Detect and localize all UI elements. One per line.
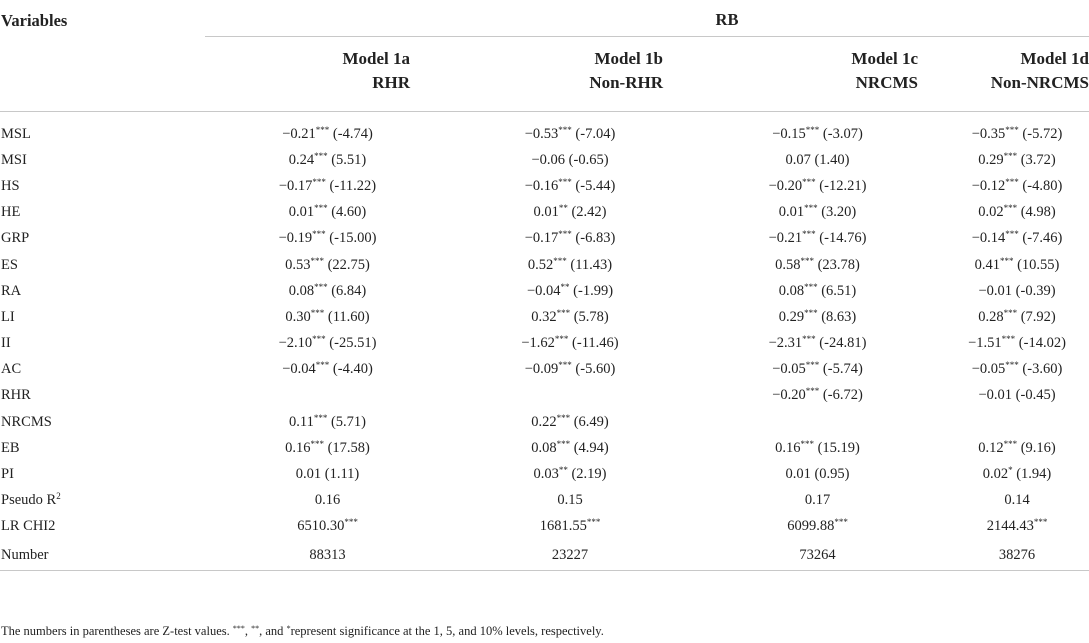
cell-msl-model-4: −0.35*** (-5.72) (971, 124, 1063, 142)
row-label-rhr: RHR (1, 387, 31, 404)
cell-ii-model-2: −1.62*** (-11.46) (521, 334, 619, 352)
cell-grp-model-1: −0.19*** (-15.00) (278, 229, 377, 247)
row-label-ii: II (1, 335, 11, 352)
table-row (0, 357, 1089, 383)
table-row (0, 252, 1089, 278)
cell-eb-model-4: 0.12*** (9.16) (978, 438, 1056, 456)
cell-li-model-1: 0.30*** (11.60) (285, 307, 370, 325)
row-label-pi: PI (1, 466, 14, 483)
cell-ra-model-2: −0.04** (-1.99) (526, 281, 614, 299)
cell-es-model-1: 0.53*** (22.75) (285, 255, 370, 273)
cell-ii-model-3: −2.31*** (-24.81) (768, 334, 867, 352)
table-row (0, 540, 1089, 571)
cell-he-model-3: 0.01*** (3.20) (778, 203, 857, 221)
table-footnote: The numbers in parentheses are Z-test values. ***, **, and *represent significance at the 1, 5, and 10% levels, respectively. (1, 624, 604, 638)
cell-msi-model-3: 0.07 (1.40) (785, 151, 850, 168)
row-label-msi: MSI (1, 151, 27, 168)
model-1d-subheader: Non-NRCMS (990, 73, 1089, 92)
cell-eb-model-1: 0.16*** (17.58) (285, 438, 370, 456)
cell-he-model-1: 0.01*** (4.60) (288, 203, 367, 221)
cell-lr-chi2-model-4: 2144.43*** (986, 517, 1048, 535)
cell-pseudo-r2-model-3: 0.17 (804, 492, 831, 509)
table-row (0, 173, 1089, 199)
cell-li-model-4: 0.28*** (7.92) (978, 307, 1056, 325)
table-row (0, 435, 1089, 461)
cell-eb-model-3: 0.16*** (15.19) (775, 438, 860, 456)
cell-eb-model-2: 0.08*** (4.94) (531, 438, 609, 456)
cell-nrcms-model-3 (690, 409, 945, 435)
cell-pi-model-3: 0.01 (0.95) (785, 466, 850, 483)
table-row (0, 383, 1089, 409)
cell-ac-model-1: −0.04*** (-4.40) (282, 360, 373, 378)
table-row (0, 409, 1089, 435)
cell-nrcms-model-2: 0.22*** (6.49) (531, 412, 609, 430)
cell-rhr-model-2 (450, 383, 690, 409)
cell-grp-model-3: −0.21*** (-14.76) (768, 229, 867, 247)
model-1b-subheader: Non-RHR (589, 73, 663, 92)
cell-msl-model-3: −0.15*** (-3.07) (772, 124, 863, 142)
table-row (0, 200, 1089, 226)
cell-lr-chi2-model-1: 6510.30*** (297, 517, 358, 535)
cell-msi-model-4: 0.29*** (3.72) (978, 150, 1056, 168)
cell-rhr-model-3: −0.20*** (-6.72) (772, 386, 863, 404)
row-label-eb: EB (1, 439, 20, 456)
table-row (0, 514, 1089, 540)
cell-msl-model-1: −0.21*** (-4.74) (282, 124, 373, 142)
cell-he-model-2: 0.01** (2.42) (533, 203, 607, 221)
table-row (0, 278, 1089, 304)
cell-es-model-4: 0.41*** (10.55) (974, 255, 1060, 273)
cell-nrcms-model-1: 0.11*** (5.71) (288, 412, 366, 430)
group-header-rb: RB (205, 0, 1089, 37)
cell-hs-model-1: −0.17*** (-11.22) (278, 176, 377, 194)
cell-lr-chi2-model-2: 1681.55*** (539, 517, 601, 535)
cell-pi-model-2: 0.03** (2.19) (533, 465, 607, 483)
row-label-number: Number (0, 540, 205, 571)
row-label-li: LI (1, 308, 15, 325)
cell-ra-model-4: −0.01 (-0.39) (978, 282, 1056, 299)
model-1c-header: Model 1c (851, 49, 918, 68)
cell-number-model-3: 73264 (690, 540, 945, 571)
row-label-nrcms: NRCMS (1, 413, 52, 430)
cell-es-model-2: 0.52*** (11.43) (527, 255, 613, 273)
cell-li-model-3: 0.29*** (8.63) (778, 307, 857, 325)
cell-pi-model-4: 0.02* (1.94) (982, 465, 1052, 483)
cell-ac-model-2: −0.09*** (-5.60) (524, 360, 616, 378)
row-label-hs: HS (1, 177, 20, 194)
cell-hs-model-3: −0.20*** (-12.21) (768, 176, 867, 194)
table-row (0, 147, 1089, 173)
table-row (0, 461, 1089, 487)
table-row (0, 331, 1089, 357)
cell-grp-model-2: −0.17*** (-6.83) (524, 229, 616, 247)
cell-pseudo-r2-model-4: 0.14 (1004, 492, 1030, 509)
cell-hs-model-2: −0.16*** (-5.44) (524, 176, 616, 194)
model-1a-subheader: RHR (372, 73, 410, 92)
model-1a-header: Model 1a (342, 49, 410, 68)
table-row (0, 488, 1089, 514)
cell-hs-model-4: −0.12*** (-4.80) (971, 176, 1063, 194)
cell-ii-model-4: −1.51*** (-14.02) (968, 334, 1066, 352)
cell-rhr-model-1 (205, 383, 450, 409)
cell-lr-chi2-model-3: 6099.88*** (787, 517, 848, 535)
table-row (0, 226, 1089, 252)
cell-msi-model-1: 0.24*** (5.51) (288, 150, 367, 168)
row-label-pseudo-r2: Pseudo $R^2$ (1, 491, 61, 509)
cell-grp-model-4: −0.14*** (-7.46) (971, 229, 1063, 247)
cell-ac-model-4: −0.05*** (-3.60) (971, 360, 1063, 378)
cell-ra-model-1: 0.08*** (6.84) (288, 281, 367, 299)
variables-header: Variables (1, 10, 68, 30)
cell-li-model-2: 0.32*** (5.78) (531, 307, 609, 325)
table-row (0, 121, 1089, 147)
model-1b-header: Model 1b (594, 49, 663, 68)
model-1c-subheader: NRCMS (855, 73, 918, 92)
cell-ac-model-3: −0.05*** (-5.74) (772, 360, 863, 378)
row-label-grp: GRP (1, 230, 30, 247)
cell-pseudo-r2-model-2: 0.15 (557, 492, 583, 509)
cell-ii-model-1: −2.10*** (-25.51) (278, 334, 377, 352)
cell-he-model-4: 0.02*** (4.98) (978, 203, 1056, 221)
row-label-he: HE (1, 204, 21, 221)
row-label-ac: AC (1, 361, 22, 378)
cell-ra-model-3: 0.08*** (6.51) (778, 281, 857, 299)
row-label-es: ES (1, 256, 18, 273)
table-row (0, 304, 1089, 330)
cell-number-model-2: 23227 (450, 540, 690, 571)
cell-es-model-3: 0.58*** (23.78) (775, 255, 860, 273)
cell-pseudo-r2-model-1: 0.16 (314, 492, 341, 509)
cell-msl-model-2: −0.53*** (-7.04) (524, 124, 616, 142)
model-1d-header: Model 1d (1020, 49, 1089, 68)
cell-number-model-1: 88313 (205, 540, 450, 571)
cell-nrcms-model-4 (945, 409, 1089, 435)
row-label-ra: RA (1, 282, 22, 299)
row-label-msl: MSL (1, 125, 31, 142)
cell-msi-model-2: −0.06 (-0.65) (531, 151, 609, 168)
cell-number-model-4: 38276 (945, 540, 1089, 571)
cell-pi-model-1: 0.01 (1.11) (295, 466, 360, 483)
cell-rhr-model-4: −0.01 (-0.45) (978, 387, 1056, 404)
row-label-lr-chi2: LR CHI2 (1, 518, 56, 535)
